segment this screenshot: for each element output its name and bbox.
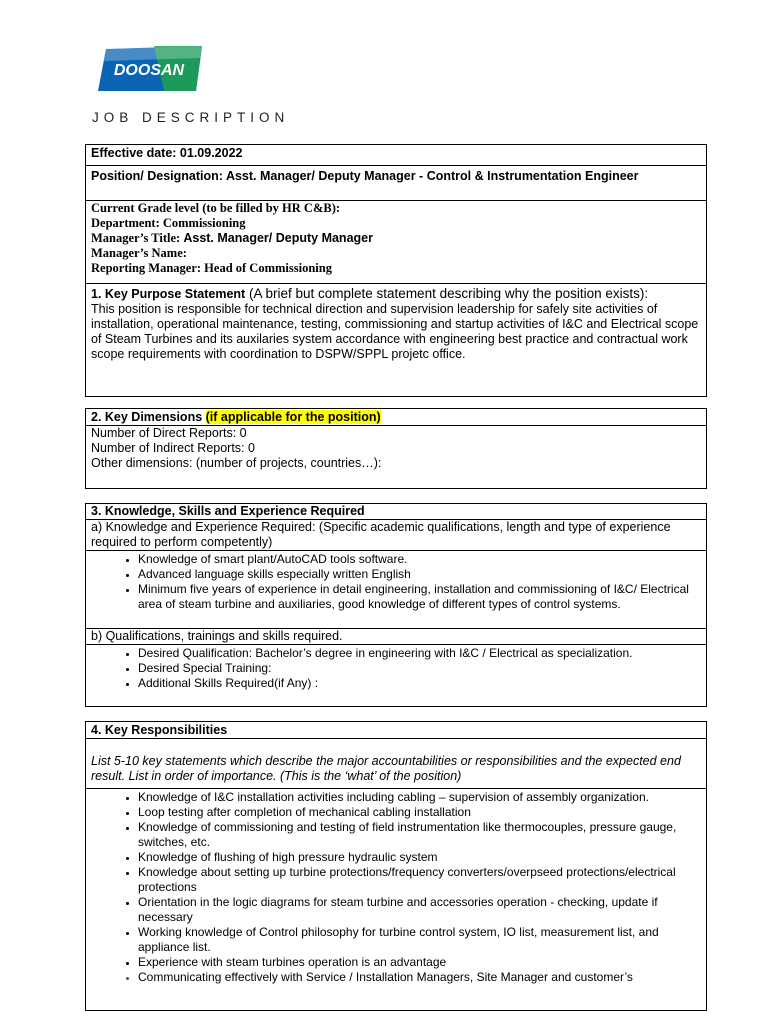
responsibilities-heading: 4. Key Responsibilities bbox=[86, 722, 707, 739]
list-item: • Knowledge of I&C installation activities including cabling – supervision of assembly organization. bbox=[138, 790, 701, 805]
document-title: JOB DESCRIPTION bbox=[92, 110, 290, 125]
list-item: • Loop testing after completion of mechanical cabling installation bbox=[138, 805, 701, 820]
list-item: • Communicating effectively with Service / Installation Managers, Site Manager and customer’s bbox=[138, 970, 701, 985]
list-item: • Desired Special Training: bbox=[138, 661, 701, 676]
list-item: • Working knowledge of Control philosophy for turbine control system, IO list, measurement list, and appliance list. bbox=[138, 925, 701, 955]
responsibilities-cell bbox=[86, 789, 707, 1011]
purpose-subheading: (A brief but complete statement describing why the position exists): bbox=[248, 286, 649, 301]
list-item: • Knowledge of flushing of high pressure hydraulic system bbox=[138, 850, 701, 865]
purpose-heading: 1. Key Purpose Statement bbox=[91, 287, 246, 301]
manager-name-label: Manager’s Name: bbox=[91, 246, 187, 260]
dimensions-heading: 2. Key Dimensions bbox=[91, 410, 203, 424]
grade-department-block bbox=[86, 201, 707, 284]
list-item: • Minimum five years of experience in detail engineering, installation and commissioning of I&C/ Electrical area of steam turbine and auxiliaries, good knowledge of different types of control systems. bbox=[138, 582, 701, 612]
department-label: Department: bbox=[91, 216, 160, 230]
knowledge-b-cell bbox=[86, 645, 707, 707]
indirect-reports: Number of Indirect Reports: 0 bbox=[91, 441, 255, 455]
list-item: • Knowledge of smart plant/AutoCAD tools software. bbox=[138, 552, 701, 567]
logo-graphic bbox=[92, 44, 203, 93]
dimensions-table bbox=[85, 408, 707, 489]
list-item: • Desired Qualification: Bachelor’s degree in engineering with I&C / Electrical as specialization. bbox=[138, 646, 701, 661]
responsibilities-table bbox=[85, 721, 707, 1011]
effective-date: Effective date: 01.09.2022 bbox=[86, 145, 707, 166]
knowledge-b-list bbox=[91, 646, 701, 691]
other-dimensions: Other dimensions: (number of projects, countries…): bbox=[91, 456, 382, 470]
responsibilities-list bbox=[91, 790, 701, 985]
knowledge-b-label: b) Qualifications, trainings and skills required. bbox=[86, 629, 707, 645]
header-table bbox=[85, 144, 707, 397]
reporting-value: Head of Commissioning bbox=[204, 261, 332, 275]
reporting-label: Reporting Manager: bbox=[91, 261, 202, 275]
grade-note: (to be filled by HR C&B): bbox=[202, 201, 341, 215]
department-value: Commissioning bbox=[162, 216, 246, 230]
dimensions-body bbox=[86, 426, 707, 489]
responsibilities-instruction: List 5-10 key statements which describe the major accountabilities or responsibilities and the expected end result. List in order of importance. (This is the ‘what’ of the position) bbox=[86, 739, 707, 789]
list-item: • Experience with steam turbines operation is an advantage bbox=[138, 955, 701, 970]
dimensions-heading-cell bbox=[86, 409, 707, 426]
list-item: • Advanced language skills especially written English bbox=[138, 567, 701, 582]
purpose-body: This position is responsible for technical direction and supervision leadership for safely site activities of installation, operational maintenance, testing, commissioning and startup activities of I&C and Electrical scope of Steam Turbines and its auxilaries system accordance with engineering best practice and contractual work scope requirements with coordination to DSPW/SPPL projetc office. bbox=[91, 302, 699, 361]
position-designation: Position/ Designation: Asst. Manager/ Deputy Manager - Control & Instrumentation Engineer bbox=[86, 166, 707, 201]
knowledge-a-label: a) Knowledge and Experience Required: (Specific academic qualifications, length and type of experience required to perform competently) bbox=[86, 520, 707, 551]
knowledge-a-cell bbox=[86, 551, 707, 629]
knowledge-table bbox=[85, 503, 707, 707]
dimensions-highlight: (if applicable for the position) bbox=[205, 410, 381, 424]
doosan-logo bbox=[92, 44, 203, 93]
list-item: • Orientation in the logic diagrams for steam turbine and accessories operation - checking, update if necessary bbox=[138, 895, 701, 925]
knowledge-a-list bbox=[91, 552, 701, 612]
list-item: • Knowledge about setting up turbine protections/frequency converters/overpseed protections/electrical protections bbox=[138, 865, 701, 895]
knowledge-heading: 3. Knowledge, Skills and Experience Required bbox=[86, 504, 707, 520]
logo-text: DOOSAN bbox=[113, 62, 185, 79]
manager-title-label: Manager’s Title: bbox=[91, 231, 181, 245]
manager-title-value: Asst. Manager/ Deputy Manager bbox=[183, 231, 373, 245]
list-item: • Additional Skills Required(if Any) : bbox=[138, 676, 701, 691]
key-purpose-cell bbox=[86, 284, 707, 397]
list-item: • Knowledge of commissioning and testing of field instrumentation like thermocouples, pressure gauge, switches, etc. bbox=[138, 820, 701, 850]
direct-reports: Number of Direct Reports: 0 bbox=[91, 426, 247, 440]
grade-label: Current Grade level bbox=[91, 201, 200, 215]
